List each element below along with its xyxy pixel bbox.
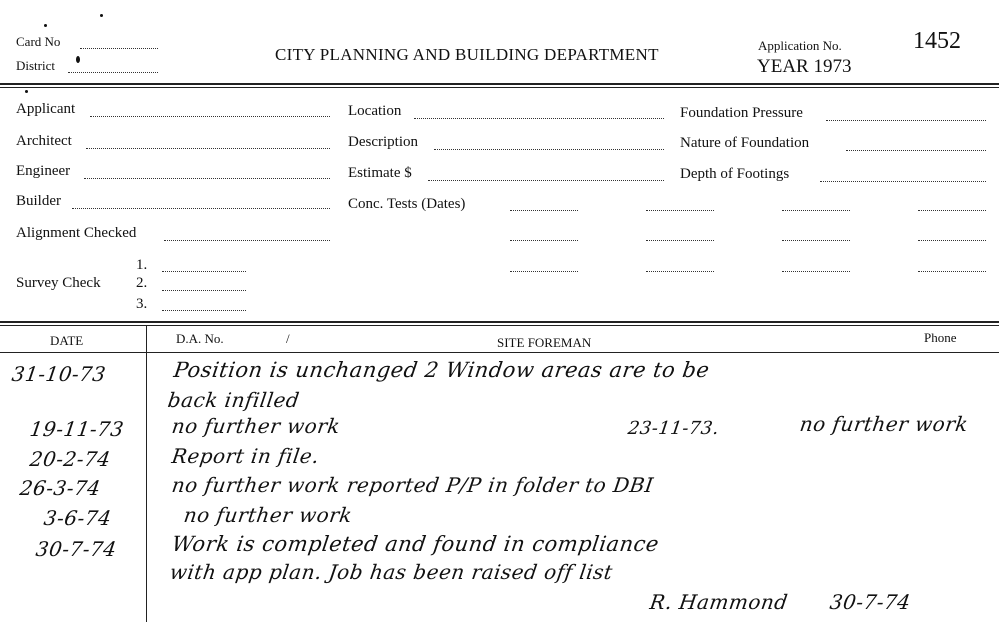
entry-note-5: no further work	[182, 503, 354, 527]
builder-label: Builder	[16, 193, 61, 209]
year-label: YEAR	[757, 56, 809, 77]
entry-date-5: 3-6-74	[42, 506, 114, 530]
conc-test-line	[646, 271, 714, 272]
col-date-header: DATE	[50, 333, 84, 348]
survey-1-label: 1.	[136, 257, 148, 273]
ink-speck	[76, 56, 80, 63]
survey-1-line	[162, 271, 246, 272]
foundation-pressure-line	[826, 120, 986, 121]
ink-speck	[100, 14, 103, 17]
conc-tests-label: Conc. Tests (Dates)	[348, 196, 466, 212]
table-top-rule-thin	[0, 325, 999, 326]
entry-date-6: 30-7-74	[34, 537, 119, 561]
application-no-label: Application No.	[758, 38, 842, 53]
entry-note-2-date: 23-11-73.	[626, 418, 721, 439]
architect-line	[86, 148, 330, 149]
depth-footings-label: Depth of Footings	[680, 166, 790, 182]
conc-test-line	[510, 271, 578, 272]
estimate-label: Estimate $	[348, 165, 412, 181]
date-column-divider	[146, 325, 147, 622]
architect-label: Architect	[16, 133, 72, 149]
conc-test-line	[510, 210, 578, 211]
entry-note-6a: Work is completed and found in compliance	[170, 532, 661, 556]
survey-2-line	[162, 290, 246, 291]
col-slash: /	[286, 331, 290, 346]
ink-speck	[44, 24, 47, 27]
conc-test-line	[782, 271, 850, 272]
district-line	[68, 72, 158, 73]
applicant-line	[90, 116, 330, 117]
entry-note-6b: with app plan. Job has been raised off list	[168, 560, 615, 584]
conc-test-line	[782, 240, 850, 241]
survey-check-label: Survey Check	[16, 275, 101, 291]
entry-note-1b: back infilled	[166, 388, 302, 412]
nature-foundation-label: Nature of Foundation	[680, 135, 810, 151]
card-no-label: Card No	[16, 34, 61, 49]
ink-speck	[25, 90, 28, 93]
conc-test-line	[918, 271, 986, 272]
district-label: District	[16, 58, 55, 73]
nature-foundation-line	[846, 150, 986, 151]
depth-footings-line	[820, 181, 986, 182]
col-da-header: D.A. No.	[176, 331, 224, 346]
conc-test-line	[646, 240, 714, 241]
applicant-label: Applicant	[16, 101, 76, 117]
col-phone-header: Phone	[924, 330, 957, 345]
description-line	[434, 149, 664, 150]
conc-test-line	[782, 210, 850, 211]
entry-date-2: 19-11-73	[28, 417, 126, 441]
signature: R. Hammond	[648, 590, 790, 614]
entry-date-3: 20-2-74	[28, 447, 113, 471]
conc-test-line	[646, 210, 714, 211]
entry-date-1: 31-10-73	[10, 362, 108, 386]
engineer-line	[84, 178, 330, 179]
survey-2-label: 2.	[136, 275, 148, 291]
table-top-rule	[0, 321, 999, 323]
year-value: 1973	[813, 56, 852, 77]
header-rule	[0, 83, 999, 85]
builder-line	[72, 208, 330, 209]
entry-note-2-extra: no further work	[798, 412, 970, 436]
entry-date-4: 26-3-74	[18, 476, 103, 500]
entry-note-1a: Position is unchanged 2 Window areas are to be	[172, 358, 712, 382]
header-rule-thin	[0, 87, 999, 88]
entry-note-4: no further work reported P/P in folder to DBI	[170, 473, 656, 497]
conc-test-line	[918, 240, 986, 241]
entry-note-2: no further work	[170, 414, 342, 438]
conc-test-line	[918, 210, 986, 211]
survey-3-line	[162, 310, 246, 311]
card-no-line	[80, 48, 158, 49]
department-title: CITY PLANNING AND BUILDING DEPARTMENT	[275, 45, 659, 64]
engineer-label: Engineer	[16, 163, 71, 179]
signature-date: 30-7-74	[828, 590, 913, 614]
foundation-pressure-label: Foundation Pressure	[680, 105, 803, 121]
alignment-line	[164, 240, 330, 241]
entry-note-3: Report in file.	[170, 444, 321, 468]
location-line	[414, 118, 664, 119]
survey-3-label: 3.	[136, 296, 148, 312]
alignment-label: Alignment Checked	[16, 225, 137, 241]
application-number: 1452	[913, 28, 961, 54]
col-foreman-header: SITE FOREMAN	[497, 335, 592, 350]
table-header-rule	[0, 352, 999, 353]
estimate-line	[428, 180, 664, 181]
description-label: Description	[348, 134, 418, 150]
year-line	[757, 56, 851, 78]
conc-test-line	[510, 240, 578, 241]
location-label: Location	[348, 103, 402, 119]
